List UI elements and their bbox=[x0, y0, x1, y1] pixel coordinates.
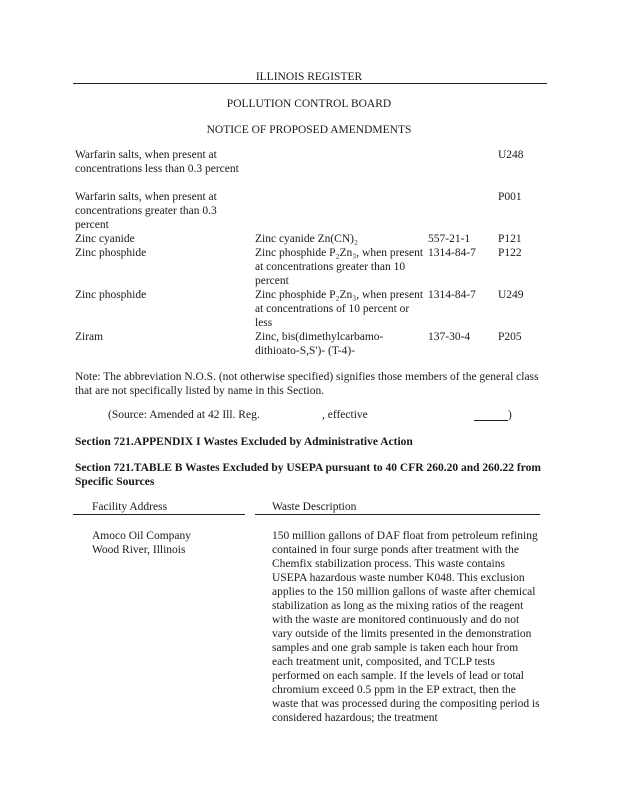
facility-name: Amoco Oil Company bbox=[92, 530, 192, 542]
substance-description: Zinc phosphide P₂Zn₃, when present at concentrations greater than 10 percent bbox=[255, 247, 424, 287]
cas-number: 1314-84-7 bbox=[428, 289, 476, 301]
source-amended: (Source: Amended at 42 Ill. Reg. bbox=[108, 409, 260, 421]
header-rule bbox=[73, 83, 547, 84]
facility-location: Wood River, Illinois bbox=[92, 544, 186, 556]
substance-name: Warfarin salts, when present at concentrations greater than 0.3 percent bbox=[75, 191, 217, 231]
hazard-code: P121 bbox=[498, 233, 522, 245]
facility-rule bbox=[73, 514, 245, 515]
waste-rule bbox=[255, 514, 540, 515]
substance-name: Warfarin salts, when present at concentrations less than 0.3 percent bbox=[75, 149, 239, 175]
board-title: POLLUTION CONTROL BOARD bbox=[226, 98, 392, 110]
cas-number: 557-21-1 bbox=[428, 233, 471, 245]
appendix-heading: Section 721.APPENDIX I Wastes Excluded by Administrative Action bbox=[75, 436, 413, 448]
substance-description: Zinc cyanide Zn(CN)₂ bbox=[255, 233, 359, 245]
substance-description: Zinc phosphide P₂Zn₃, when present at concentrations of 10 percent or less bbox=[255, 289, 424, 329]
register-title: ILLINOIS REGISTER bbox=[255, 71, 363, 83]
hazard-code: U249 bbox=[498, 289, 524, 301]
nos-note: Note: The abbreviation N.O.S. (not otherwise specified) signifies those members of the general class that are not specifically listed by name in this Section. bbox=[75, 371, 539, 397]
substance-name: Zinc cyanide bbox=[75, 233, 135, 245]
cas-number: 1314-84-7 bbox=[428, 247, 476, 259]
substance-description: Zinc, bis(dimethylcarbamo-dithioato-S,S')- (T-4)- bbox=[255, 331, 384, 357]
source-effective: , effective bbox=[322, 409, 368, 421]
substance-name: Ziram bbox=[75, 331, 104, 343]
substance-name: Zinc phosphide bbox=[75, 247, 147, 259]
hazard-code: P205 bbox=[498, 331, 522, 343]
hazard-code: P001 bbox=[498, 191, 522, 203]
col-facility-address: Facility Address bbox=[92, 501, 168, 513]
hazard-code: U248 bbox=[498, 149, 524, 161]
cas-number: 137-30-4 bbox=[428, 331, 471, 343]
hazard-code: P122 bbox=[498, 247, 522, 259]
table-b-heading: Section 721.TABLE B Wastes Excluded by USEPA pursuant to 40 CFR 260.20 and 260.22 from Specific Sources bbox=[75, 462, 541, 488]
source-close: ) bbox=[508, 409, 512, 421]
waste-description: 150 million gallons of DAF float from petroleum refining contained in four surge ponds after treatment with the Chemfix stabilization process. This waste contains USEPA hazardous waste number K048. This exclusion applies to the 150 million gallons of waste after chemical stabilization as long as the mixing ratios of the reagent with the waste are monitored continuously and do not vary outside of the limits presented in the demonstration samples and one grab sample is taken each hour from each treatment unit, composited, and TCLP tests performed on each sample. If the levels of lead or total chromium exceed 0.5 ppm in the EP extract, then the waste that was processed during the compositing period is considered hazardous; the treatment bbox=[272, 530, 540, 724]
substance-name: Zinc phosphide bbox=[75, 289, 147, 301]
notice-title: NOTICE OF PROPOSED AMENDMENTS bbox=[206, 124, 412, 136]
source-blank bbox=[474, 420, 508, 421]
col-waste-description: Waste Description bbox=[272, 501, 357, 513]
